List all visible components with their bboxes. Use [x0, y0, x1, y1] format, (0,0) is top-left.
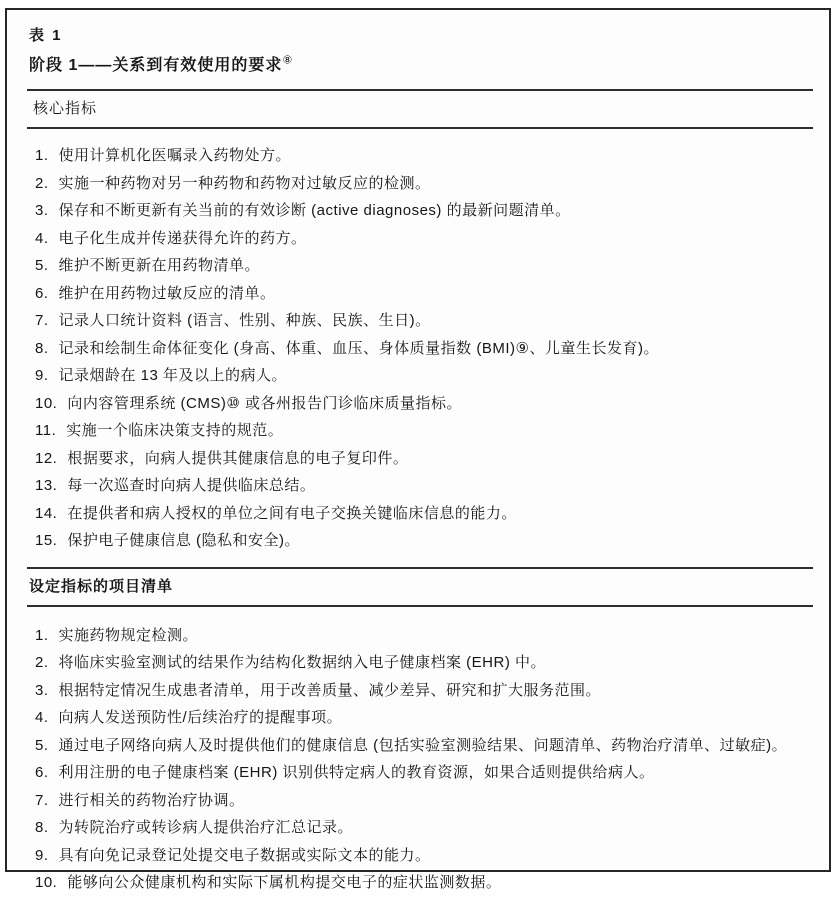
item-text: 保护电子健康信息 (隐私和安全)。 — [67, 532, 301, 549]
item-text: 实施一个临床决策支持的规范。 — [66, 422, 284, 439]
item-text: 具有向免记录登记处提交电子数据或实际文本的能力。 — [58, 846, 431, 864]
menu-section-header: 设定指标的项目清单 — [29, 577, 174, 595]
list-item — [35, 677, 813, 705]
table-1-document — [5, 8, 831, 891]
item-number: 2. — [35, 654, 49, 671]
item-number: 9. — [35, 846, 49, 864]
divider — [27, 127, 813, 129]
item-text: 记录和绘制生命体征变化 (身高、体重、血压、身体质量指数 (BMI)⑨、儿童生长发育)。 — [58, 339, 659, 357]
item-text: 每一次巡查时向病人提供临床总结。 — [67, 477, 316, 494]
core-indicator-list — [35, 142, 813, 555]
list-item — [35, 869, 813, 897]
item-number: 8. — [35, 339, 49, 357]
footnote-mark-8: ⑧ — [282, 54, 294, 67]
list-item — [35, 527, 813, 555]
list-item — [35, 472, 813, 500]
item-text: 实施一种药物对另一种药物和药物对过敏反应的检测。 — [58, 174, 431, 192]
item-text: 记录人口统计资料 (语言、性别、种族、民族、生日)。 — [58, 312, 431, 329]
divider — [27, 605, 813, 607]
item-text: 在提供者和病人授权的单位之间有电子交换关键临床信息的能力。 — [67, 504, 517, 522]
list-item — [35, 445, 813, 473]
list-item — [35, 500, 813, 528]
item-number: 5. — [35, 257, 49, 274]
item-text: 根据要求，向病人提供其健康信息的电子复印件。 — [67, 449, 409, 467]
item-number: 10. — [35, 394, 58, 412]
item-text: 根据特定情况生成患者清单，用于改善质量、减少差异、研究和扩大服务范围。 — [58, 681, 602, 699]
item-number: 1. — [35, 147, 49, 164]
list-item — [35, 842, 813, 870]
core-section-header: 核心指标 — [33, 100, 98, 117]
item-number: 9. — [35, 367, 49, 384]
list-item — [35, 335, 813, 363]
item-text: 电子化生成并传递获得允许的药方。 — [58, 229, 307, 247]
list-item — [35, 170, 813, 198]
list-item — [35, 252, 813, 280]
item-number: 7. — [35, 312, 49, 329]
item-number: 3. — [35, 202, 49, 219]
list-item — [35, 787, 813, 815]
item-number: 6. — [35, 284, 49, 302]
item-text: 维护在用药物过敏反应的清单。 — [58, 284, 276, 302]
item-number: 11. — [35, 422, 57, 439]
list-item — [35, 417, 813, 445]
item-number: 1. — [35, 626, 49, 644]
item-number: 12. — [35, 449, 58, 467]
item-text: 保存和不断更新有关当前的有效诊断 (active diagnoses) 的最新问题清单。 — [58, 202, 571, 219]
item-text: 将临床实验室测试的结果作为结构化数据纳入电子健康档案 (EHR) 中。 — [58, 654, 547, 671]
item-number: 13. — [35, 477, 58, 494]
item-number: 8. — [35, 819, 49, 836]
item-text: 向病人发送预防性/后续治疗的提醒事项。 — [58, 709, 343, 726]
list-item — [35, 362, 813, 390]
bottom-spacer — [27, 897, 813, 911]
item-number: 4. — [35, 709, 49, 726]
list-item — [35, 390, 813, 418]
item-text: 通过电子网络向病人及时提供他们的健康信息 (包括实验室测验结果、问题清单、药物治疗清单、过敏症)。 — [58, 736, 788, 754]
item-text: 为转院治疗或转诊病人提供治疗汇总记录。 — [58, 819, 354, 836]
item-number: 7. — [35, 791, 49, 809]
list-item — [35, 704, 813, 732]
item-number: 3. — [35, 681, 49, 699]
item-number: 10. — [35, 874, 58, 891]
item-text: 进行相关的药物治疗协调。 — [58, 791, 245, 809]
list-item — [35, 622, 813, 650]
list-item — [35, 732, 813, 760]
divider — [27, 567, 813, 569]
item-number: 4. — [35, 229, 49, 247]
table-label: 表 1 — [29, 27, 63, 44]
table-title — [29, 55, 813, 77]
item-number: 2. — [35, 174, 49, 192]
item-text: 实施药物规定检测。 — [58, 626, 199, 644]
item-text: 维护不断更新在用药物清单。 — [58, 257, 261, 274]
item-number: 15. — [35, 532, 58, 549]
item-text: 使用计算机化医嘱录入药物处方。 — [58, 147, 292, 164]
list-item — [35, 225, 813, 253]
item-text: 能够向公众健康机构和实际下属机构提交电子的症状监测数据。 — [67, 874, 502, 891]
item-text: 记录烟龄在 13 年及以上的病人。 — [58, 367, 288, 384]
list-item — [35, 197, 813, 225]
item-number: 6. — [35, 764, 49, 781]
list-item — [35, 649, 813, 677]
item-text: 利用注册的电子健康档案 (EHR) 识别供特定病人的教育资源，如果合适则提供给病人。 — [58, 764, 655, 781]
menu-set-list — [35, 622, 813, 897]
list-item — [35, 307, 813, 335]
item-number: 14. — [35, 504, 58, 522]
divider — [27, 89, 813, 91]
list-item — [35, 142, 813, 170]
list-item — [35, 280, 813, 308]
item-number: 5. — [35, 736, 49, 754]
table-title-text: 阶段 1——关系到有效使用的要求 — [29, 57, 283, 74]
item-text: 向内容管理系统 (CMS)⑩ 或各州报告门诊临床质量指标。 — [67, 394, 462, 412]
list-item — [35, 814, 813, 842]
list-item — [35, 759, 813, 787]
